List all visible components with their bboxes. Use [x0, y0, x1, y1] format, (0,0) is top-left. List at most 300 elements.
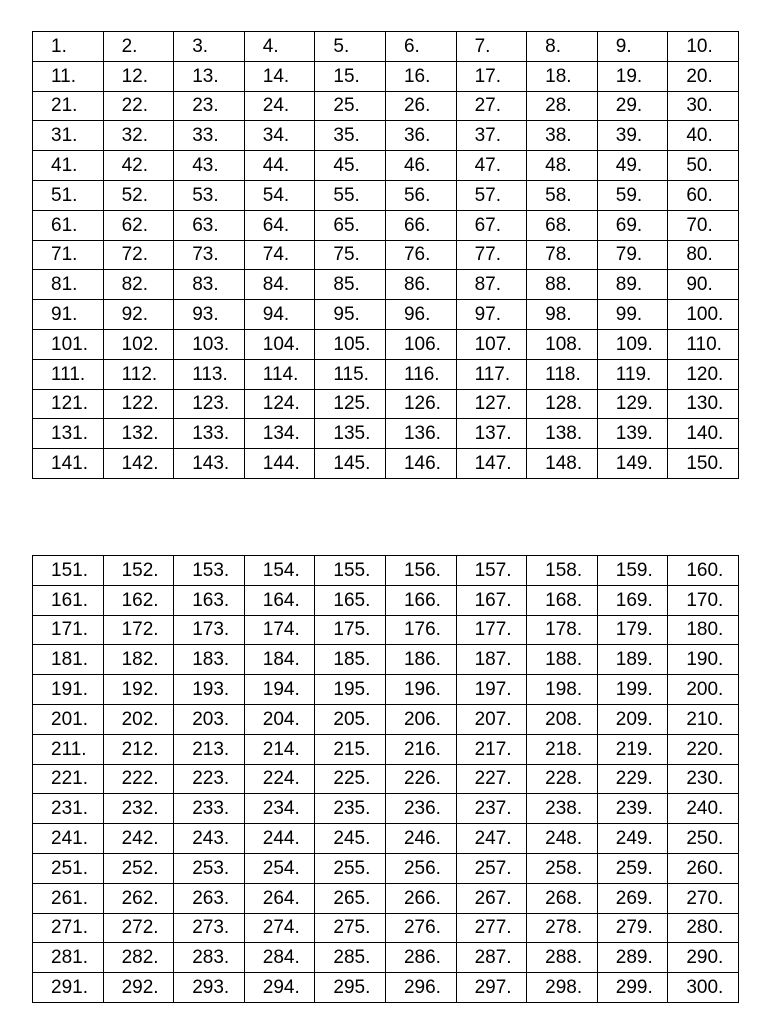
- table-cell: 23.: [174, 91, 245, 121]
- table-row: [33, 151, 739, 181]
- table-cell: 269.: [597, 883, 668, 913]
- table-cell: 169.: [597, 585, 668, 615]
- table-cell: 258.: [527, 853, 598, 883]
- table-cell: 49.: [597, 151, 668, 181]
- table-cell: 64.: [244, 210, 315, 240]
- table-cell: 98.: [527, 300, 598, 330]
- table-cell: 47.: [456, 151, 527, 181]
- table-cell: 13.: [174, 61, 245, 91]
- table-row: [33, 389, 739, 419]
- table-row: [33, 615, 739, 645]
- table-cell: 96.: [385, 300, 456, 330]
- table-cell: 237.: [456, 794, 527, 824]
- table-cell: 257.: [456, 853, 527, 883]
- table-cell: 281.: [33, 943, 104, 973]
- table-row: [33, 824, 739, 854]
- table-cell: 289.: [597, 943, 668, 973]
- table-cell: 118.: [527, 359, 598, 389]
- table-cell: 134.: [244, 419, 315, 449]
- table-cell: 19.: [597, 61, 668, 91]
- table-cell: 86.: [385, 270, 456, 300]
- table-cell: 25.: [315, 91, 386, 121]
- table-cell: 125.: [315, 389, 386, 419]
- table-cell: 54.: [244, 180, 315, 210]
- table-cell: 231.: [33, 794, 104, 824]
- table-cell: 262.: [103, 883, 174, 913]
- table-cell: 172.: [103, 615, 174, 645]
- table-cell: 221.: [33, 764, 104, 794]
- table-cell: 142.: [103, 449, 174, 479]
- table-cell: 204.: [244, 704, 315, 734]
- table-row: [33, 645, 739, 675]
- table-row: [33, 764, 739, 794]
- table-cell: 170.: [668, 585, 739, 615]
- table-row: [33, 300, 739, 330]
- table-cell: 87.: [456, 270, 527, 300]
- table-cell: 85.: [315, 270, 386, 300]
- table-cell: 11.: [33, 61, 104, 91]
- table-cell: 232.: [103, 794, 174, 824]
- table-cell: 124.: [244, 389, 315, 419]
- table-cell: 179.: [597, 615, 668, 645]
- table-cell: 209.: [597, 704, 668, 734]
- table-cell: 260.: [668, 853, 739, 883]
- table-cell: 173.: [174, 615, 245, 645]
- table-cell: 267.: [456, 883, 527, 913]
- table-cell: 112.: [103, 359, 174, 389]
- table-cell: 137.: [456, 419, 527, 449]
- table-cell: 230.: [668, 764, 739, 794]
- table-cell: 236.: [385, 794, 456, 824]
- table-cell: 83.: [174, 270, 245, 300]
- table-cell: 265.: [315, 883, 386, 913]
- table-row: [33, 913, 739, 943]
- table-cell: 15.: [315, 61, 386, 91]
- table-cell: 208.: [527, 704, 598, 734]
- table-cell: 246.: [385, 824, 456, 854]
- table-cell: 278.: [527, 913, 598, 943]
- table-row: [33, 794, 739, 824]
- table-cell: 184.: [244, 645, 315, 675]
- table-cell: 288.: [527, 943, 598, 973]
- table-cell: 82.: [103, 270, 174, 300]
- table-cell: 104.: [244, 329, 315, 359]
- table-cell: 218.: [527, 734, 598, 764]
- table-cell: 41.: [33, 151, 104, 181]
- table-cell: 48.: [527, 151, 598, 181]
- table-cell: 195.: [315, 675, 386, 705]
- table-cell: 39.: [597, 121, 668, 151]
- table-cell: 157.: [456, 556, 527, 586]
- table-cell: 150.: [668, 449, 739, 479]
- table-row: [33, 359, 739, 389]
- table-row: [33, 449, 739, 479]
- table-row: [33, 240, 739, 270]
- table-cell: 129.: [597, 389, 668, 419]
- table-cell: 109.: [597, 329, 668, 359]
- table-cell: 212.: [103, 734, 174, 764]
- table-cell: 207.: [456, 704, 527, 734]
- table-cell: 81.: [33, 270, 104, 300]
- table-cell: 66.: [385, 210, 456, 240]
- table-row: [33, 734, 739, 764]
- table-cell: 181.: [33, 645, 104, 675]
- table-cell: 97.: [456, 300, 527, 330]
- table-cell: 12.: [103, 61, 174, 91]
- table-cell: 175.: [315, 615, 386, 645]
- table-cell: 295.: [315, 973, 386, 1003]
- table-cell: 297.: [456, 973, 527, 1003]
- table-cell: 110.: [668, 329, 739, 359]
- table-cell: 95.: [315, 300, 386, 330]
- table-cell: 60.: [668, 180, 739, 210]
- table-cell: 131.: [33, 419, 104, 449]
- table-cell: 263.: [174, 883, 245, 913]
- table-cell: 261.: [33, 883, 104, 913]
- table-cell: 183.: [174, 645, 245, 675]
- table-cell: 76.: [385, 240, 456, 270]
- table-cell: 272.: [103, 913, 174, 943]
- table-cell: 249.: [597, 824, 668, 854]
- table-cell: 300.: [668, 973, 739, 1003]
- table-cell: 26.: [385, 91, 456, 121]
- table-cell: 5.: [315, 32, 386, 62]
- table-cell: 215.: [315, 734, 386, 764]
- table-cell: 102.: [103, 329, 174, 359]
- table-cell: 43.: [174, 151, 245, 181]
- table-cell: 78.: [527, 240, 598, 270]
- table-cell: 14.: [244, 61, 315, 91]
- table-cell: 59.: [597, 180, 668, 210]
- table-cell: 155.: [315, 556, 386, 586]
- table-cell: 115.: [315, 359, 386, 389]
- table-cell: 291.: [33, 973, 104, 1003]
- table-cell: 266.: [385, 883, 456, 913]
- table-row: [33, 883, 739, 913]
- table-cell: 210.: [668, 704, 739, 734]
- table-cell: 189.: [597, 645, 668, 675]
- table-cell: 88.: [527, 270, 598, 300]
- table-cell: 187.: [456, 645, 527, 675]
- table-cell: 245.: [315, 824, 386, 854]
- table-row: [33, 270, 739, 300]
- table-cell: 91.: [33, 300, 104, 330]
- table-row: [33, 91, 739, 121]
- table-cell: 191.: [33, 675, 104, 705]
- table-cell: 164.: [244, 585, 315, 615]
- table-cell: 45.: [315, 151, 386, 181]
- table-cell: 29.: [597, 91, 668, 121]
- table-cell: 158.: [527, 556, 598, 586]
- table-cell: 268.: [527, 883, 598, 913]
- table-cell: 121.: [33, 389, 104, 419]
- table-cell: 28.: [527, 91, 598, 121]
- table-cell: 190.: [668, 645, 739, 675]
- number-table-1-150: [32, 31, 739, 479]
- table-cell: 123.: [174, 389, 245, 419]
- table-cell: 136.: [385, 419, 456, 449]
- table-cell: 7.: [456, 32, 527, 62]
- table-cell: 22.: [103, 91, 174, 121]
- table-cell: 70.: [668, 210, 739, 240]
- table-cell: 108.: [527, 329, 598, 359]
- table-cell: 167.: [456, 585, 527, 615]
- table-cell: 202.: [103, 704, 174, 734]
- table-cell: 177.: [456, 615, 527, 645]
- table-cell: 279.: [597, 913, 668, 943]
- table-cell: 46.: [385, 151, 456, 181]
- table-cell: 163.: [174, 585, 245, 615]
- table-cell: 271.: [33, 913, 104, 943]
- table-cell: 90.: [668, 270, 739, 300]
- table-cell: 151.: [33, 556, 104, 586]
- table-cell: 290.: [668, 943, 739, 973]
- table-cell: 152.: [103, 556, 174, 586]
- table-cell: 255.: [315, 853, 386, 883]
- table-cell: 280.: [668, 913, 739, 943]
- table-cell: 264.: [244, 883, 315, 913]
- table-cell: 252.: [103, 853, 174, 883]
- table-cell: 135.: [315, 419, 386, 449]
- table-cell: 40.: [668, 121, 739, 151]
- table-cell: 168.: [527, 585, 598, 615]
- table-cell: 145.: [315, 449, 386, 479]
- table-cell: 141.: [33, 449, 104, 479]
- table-cell: 73.: [174, 240, 245, 270]
- table-cell: 69.: [597, 210, 668, 240]
- table-cell: 80.: [668, 240, 739, 270]
- table-cell: 89.: [597, 270, 668, 300]
- table-cell: 1.: [33, 32, 104, 62]
- table-cell: 205.: [315, 704, 386, 734]
- table-cell: 294.: [244, 973, 315, 1003]
- table-row: [33, 61, 739, 91]
- table-cell: 241.: [33, 824, 104, 854]
- table-cell: 84.: [244, 270, 315, 300]
- table-cell: 244.: [244, 824, 315, 854]
- table-cell: 74.: [244, 240, 315, 270]
- table-cell: 234.: [244, 794, 315, 824]
- table-cell: 277.: [456, 913, 527, 943]
- table-cell: 105.: [315, 329, 386, 359]
- table-cell: 251.: [33, 853, 104, 883]
- table-cell: 199.: [597, 675, 668, 705]
- table-row: [33, 853, 739, 883]
- table-cell: 283.: [174, 943, 245, 973]
- table-cell: 217.: [456, 734, 527, 764]
- table-cell: 8.: [527, 32, 598, 62]
- table-cell: 100.: [668, 300, 739, 330]
- table-cell: 21.: [33, 91, 104, 121]
- table-cell: 9.: [597, 32, 668, 62]
- table-row: [33, 973, 739, 1003]
- table-cell: 182.: [103, 645, 174, 675]
- table-cell: 68.: [527, 210, 598, 240]
- table-cell: 284.: [244, 943, 315, 973]
- table-cell: 287.: [456, 943, 527, 973]
- table-cell: 273.: [174, 913, 245, 943]
- table-cell: 37.: [456, 121, 527, 151]
- table-cell: 235.: [315, 794, 386, 824]
- table-row: [33, 556, 739, 586]
- table-cell: 166.: [385, 585, 456, 615]
- table-cell: 61.: [33, 210, 104, 240]
- number-table-151-300: [32, 555, 739, 1003]
- table-row: [33, 675, 739, 705]
- table-cell: 276.: [385, 913, 456, 943]
- table-cell: 174.: [244, 615, 315, 645]
- table-cell: 122.: [103, 389, 174, 419]
- table-cell: 42.: [103, 151, 174, 181]
- table-cell: 200.: [668, 675, 739, 705]
- table-cell: 250.: [668, 824, 739, 854]
- table-cell: 201.: [33, 704, 104, 734]
- table-cell: 299.: [597, 973, 668, 1003]
- table-cell: 103.: [174, 329, 245, 359]
- table-cell: 17.: [456, 61, 527, 91]
- table-cell: 270.: [668, 883, 739, 913]
- table-cell: 107.: [456, 329, 527, 359]
- table-cell: 286.: [385, 943, 456, 973]
- table-cell: 77.: [456, 240, 527, 270]
- table-cell: 292.: [103, 973, 174, 1003]
- table-cell: 130.: [668, 389, 739, 419]
- table-cell: 240.: [668, 794, 739, 824]
- table-cell: 75.: [315, 240, 386, 270]
- table-cell: 143.: [174, 449, 245, 479]
- table-cell: 196.: [385, 675, 456, 705]
- table-cell: 256.: [385, 853, 456, 883]
- table-cell: 224.: [244, 764, 315, 794]
- table-cell: 188.: [527, 645, 598, 675]
- table-cell: 192.: [103, 675, 174, 705]
- table-cell: 71.: [33, 240, 104, 270]
- table-row: [33, 419, 739, 449]
- table-cell: 274.: [244, 913, 315, 943]
- table-cell: 219.: [597, 734, 668, 764]
- table-cell: 220.: [668, 734, 739, 764]
- table-cell: 159.: [597, 556, 668, 586]
- table-cell: 16.: [385, 61, 456, 91]
- table-cell: 58.: [527, 180, 598, 210]
- table-cell: 4.: [244, 32, 315, 62]
- table-cell: 156.: [385, 556, 456, 586]
- table-cell: 185.: [315, 645, 386, 675]
- table-cell: 148.: [527, 449, 598, 479]
- table-cell: 228.: [527, 764, 598, 794]
- table-cell: 165.: [315, 585, 386, 615]
- table-cell: 285.: [315, 943, 386, 973]
- table-cell: 53.: [174, 180, 245, 210]
- table-cell: 101.: [33, 329, 104, 359]
- table-cell: 214.: [244, 734, 315, 764]
- table-cell: 92.: [103, 300, 174, 330]
- table-cell: 44.: [244, 151, 315, 181]
- table-cell: 111.: [33, 359, 104, 389]
- table-cell: 242.: [103, 824, 174, 854]
- table-cell: 20.: [668, 61, 739, 91]
- table-cell: 194.: [244, 675, 315, 705]
- table-cell: 139.: [597, 419, 668, 449]
- table-cell: 211.: [33, 734, 104, 764]
- table-cell: 203.: [174, 704, 245, 734]
- table-cell: 57.: [456, 180, 527, 210]
- table-cell: 34.: [244, 121, 315, 151]
- table-row: [33, 943, 739, 973]
- table-cell: 233.: [174, 794, 245, 824]
- table-cell: 99.: [597, 300, 668, 330]
- table-cell: 27.: [456, 91, 527, 121]
- table-cell: 198.: [527, 675, 598, 705]
- table-cell: 180.: [668, 615, 739, 645]
- table-cell: 178.: [527, 615, 598, 645]
- table-cell: 24.: [244, 91, 315, 121]
- table-cell: 140.: [668, 419, 739, 449]
- table-cell: 62.: [103, 210, 174, 240]
- table-cell: 229.: [597, 764, 668, 794]
- table-cell: 193.: [174, 675, 245, 705]
- table-cell: 149.: [597, 449, 668, 479]
- table-body: [33, 556, 739, 1003]
- table-cell: 144.: [244, 449, 315, 479]
- table-cell: 38.: [527, 121, 598, 151]
- table-cell: 186.: [385, 645, 456, 675]
- table-cell: 132.: [103, 419, 174, 449]
- table-cell: 243.: [174, 824, 245, 854]
- table-cell: 160.: [668, 556, 739, 586]
- table-cell: 171.: [33, 615, 104, 645]
- table-cell: 32.: [103, 121, 174, 151]
- table-row: [33, 210, 739, 240]
- table-cell: 126.: [385, 389, 456, 419]
- table-cell: 223.: [174, 764, 245, 794]
- table-cell: 222.: [103, 764, 174, 794]
- table-cell: 282.: [103, 943, 174, 973]
- table-cell: 275.: [315, 913, 386, 943]
- table-cell: 106.: [385, 329, 456, 359]
- table-cell: 239.: [597, 794, 668, 824]
- table-cell: 63.: [174, 210, 245, 240]
- table-cell: 127.: [456, 389, 527, 419]
- table-row: [33, 32, 739, 62]
- table-cell: 114.: [244, 359, 315, 389]
- table-cell: 10.: [668, 32, 739, 62]
- table-cell: 225.: [315, 764, 386, 794]
- table-cell: 247.: [456, 824, 527, 854]
- table-cell: 226.: [385, 764, 456, 794]
- table-cell: 55.: [315, 180, 386, 210]
- table-cell: 197.: [456, 675, 527, 705]
- table-cell: 213.: [174, 734, 245, 764]
- table-cell: 3.: [174, 32, 245, 62]
- table-cell: 31.: [33, 121, 104, 151]
- table-cell: 51.: [33, 180, 104, 210]
- table-cell: 72.: [103, 240, 174, 270]
- table-cell: 128.: [527, 389, 598, 419]
- table-cell: 94.: [244, 300, 315, 330]
- table-cell: 50.: [668, 151, 739, 181]
- table-cell: 162.: [103, 585, 174, 615]
- table-cell: 117.: [456, 359, 527, 389]
- table-cell: 154.: [244, 556, 315, 586]
- table-cell: 296.: [385, 973, 456, 1003]
- table-cell: 298.: [527, 973, 598, 1003]
- table-cell: 65.: [315, 210, 386, 240]
- table-cell: 6.: [385, 32, 456, 62]
- table-cell: 30.: [668, 91, 739, 121]
- table-cell: 119.: [597, 359, 668, 389]
- table-cell: 161.: [33, 585, 104, 615]
